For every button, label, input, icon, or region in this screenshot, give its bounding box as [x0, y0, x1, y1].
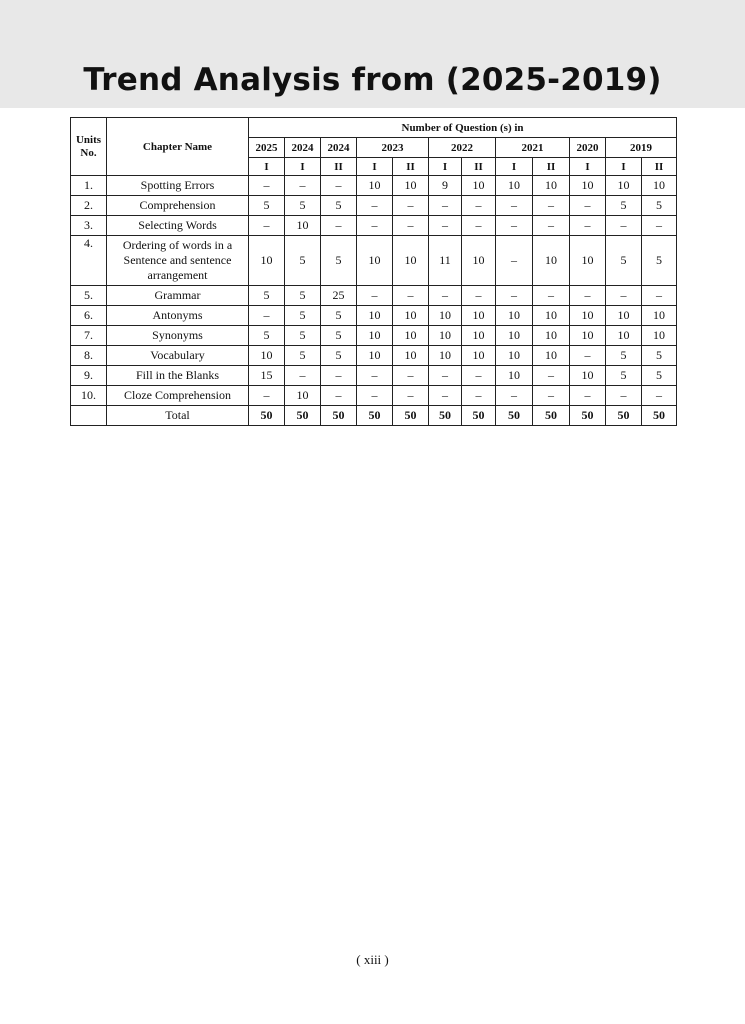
question-count: 5 — [321, 196, 357, 216]
units-header-line1: Units — [75, 133, 102, 146]
chapter-name: Synonyms — [107, 326, 249, 346]
question-count: – — [321, 216, 357, 236]
question-count: 5 — [285, 286, 321, 306]
question-count: 10 — [249, 346, 285, 366]
table-row — [71, 366, 677, 386]
question-count: – — [285, 176, 321, 196]
question-count: 25 — [321, 286, 357, 306]
year-header: 2021 — [496, 138, 570, 158]
shift-header: II — [642, 158, 677, 176]
question-count: 5 — [249, 196, 285, 216]
shift-header: II — [462, 158, 496, 176]
question-count: 10 — [533, 176, 570, 196]
chapter-name: Selecting Words — [107, 216, 249, 236]
question-count: 5 — [249, 326, 285, 346]
question-count: – — [393, 286, 429, 306]
question-count: 5 — [642, 346, 677, 366]
question-count: 10 — [533, 326, 570, 346]
total-value: 50 — [533, 406, 570, 426]
shift-header: II — [321, 158, 357, 176]
question-count: – — [321, 366, 357, 386]
total-value: 50 — [606, 406, 642, 426]
question-count: 10 — [533, 346, 570, 366]
question-count: – — [570, 286, 606, 306]
table-row — [71, 196, 677, 216]
question-count: – — [249, 306, 285, 326]
year-header: 2022 — [429, 138, 496, 158]
question-count: – — [357, 216, 393, 236]
unit-number: 3. — [71, 216, 107, 236]
question-count: – — [533, 286, 570, 306]
question-count: 10 — [570, 236, 606, 286]
year-header: 2023 — [357, 138, 429, 158]
unit-number: 9. — [71, 366, 107, 386]
question-count: 10 — [570, 366, 606, 386]
question-count: – — [642, 386, 677, 406]
question-count: 5 — [642, 196, 677, 216]
year-header: 2024 — [321, 138, 357, 158]
question-count: – — [606, 216, 642, 236]
question-count: 5 — [606, 196, 642, 216]
question-count: – — [496, 286, 533, 306]
question-count: 10 — [462, 236, 496, 286]
question-count: 10 — [357, 326, 393, 346]
question-count: 10 — [357, 236, 393, 286]
total-value: 50 — [357, 406, 393, 426]
table-row — [71, 236, 677, 286]
question-count: 10 — [496, 346, 533, 366]
chapter-name: Grammar — [107, 286, 249, 306]
question-count: – — [496, 216, 533, 236]
question-count: – — [570, 196, 606, 216]
question-count: – — [533, 196, 570, 216]
year-header: 2019 — [606, 138, 677, 158]
unit-number: 4. — [71, 236, 107, 286]
question-count: 10 — [533, 306, 570, 326]
total-value: 50 — [285, 406, 321, 426]
question-count: 5 — [606, 346, 642, 366]
shift-header: II — [393, 158, 429, 176]
unit-number: 2. — [71, 196, 107, 216]
shift-header: I — [606, 158, 642, 176]
question-count: – — [462, 386, 496, 406]
question-count: 10 — [642, 176, 677, 196]
page-number: ( xiii ) — [356, 952, 389, 967]
question-count: – — [429, 366, 462, 386]
question-count: 10 — [533, 236, 570, 286]
question-count: 10 — [606, 176, 642, 196]
shift-header: I — [249, 158, 285, 176]
question-count: 10 — [570, 306, 606, 326]
question-count: 10 — [496, 306, 533, 326]
question-count: – — [496, 236, 533, 286]
chapter-name: Antonyms — [107, 306, 249, 326]
chapter-name: Fill in the Blanks — [107, 366, 249, 386]
shift-header: I — [285, 158, 321, 176]
question-count: – — [496, 196, 533, 216]
question-count: – — [462, 196, 496, 216]
table-body — [71, 176, 677, 426]
question-count: – — [285, 366, 321, 386]
chapter-name: Comprehension — [107, 196, 249, 216]
question-count: 10 — [357, 306, 393, 326]
unit-number: 6. — [71, 306, 107, 326]
shift-header: II — [533, 158, 570, 176]
question-count: 5 — [321, 326, 357, 346]
question-count: 15 — [249, 366, 285, 386]
question-count: – — [533, 366, 570, 386]
question-count: – — [462, 216, 496, 236]
total-value: 50 — [249, 406, 285, 426]
question-count: 10 — [570, 176, 606, 196]
question-count: – — [606, 386, 642, 406]
total-value: 50 — [321, 406, 357, 426]
total-value: 50 — [393, 406, 429, 426]
question-count: 10 — [393, 326, 429, 346]
table-row — [71, 386, 677, 406]
table-row — [71, 346, 677, 366]
question-count: 10 — [429, 346, 462, 366]
question-count: – — [393, 196, 429, 216]
question-count: – — [249, 176, 285, 196]
question-count: 10 — [496, 366, 533, 386]
chapter-name: Ordering of words in a Sentence and sentence arrangement — [107, 236, 249, 286]
question-count: – — [606, 286, 642, 306]
question-count: – — [496, 386, 533, 406]
page-title: Trend Analysis from (2025-2019) — [83, 62, 662, 98]
question-count: – — [429, 216, 462, 236]
question-count: – — [533, 386, 570, 406]
total-value: 50 — [642, 406, 677, 426]
question-count: – — [357, 196, 393, 216]
question-count: 5 — [642, 236, 677, 286]
question-count: 5 — [321, 236, 357, 286]
question-count: – — [357, 366, 393, 386]
question-count: – — [462, 286, 496, 306]
question-count: – — [462, 366, 496, 386]
shift-header: I — [429, 158, 462, 176]
question-count: 10 — [462, 346, 496, 366]
question-count: – — [249, 386, 285, 406]
units-header-line2: No. — [80, 146, 97, 159]
total-value: 50 — [496, 406, 533, 426]
question-count: 5 — [285, 236, 321, 286]
question-count: – — [570, 216, 606, 236]
chapter-name: Spotting Errors — [107, 176, 249, 196]
question-count: 5 — [642, 366, 677, 386]
question-count: – — [570, 346, 606, 366]
question-count: – — [357, 286, 393, 306]
year-header: 2025 — [249, 138, 285, 158]
question-count: 5 — [285, 196, 321, 216]
question-count: 11 — [429, 236, 462, 286]
table-row — [71, 326, 677, 346]
units-header — [71, 118, 107, 176]
total-value: 50 — [570, 406, 606, 426]
question-count: 10 — [606, 326, 642, 346]
shift-header: I — [357, 158, 393, 176]
unit-number: 10. — [71, 386, 107, 406]
question-count: 5 — [285, 306, 321, 326]
total-row — [71, 406, 677, 426]
question-count: 5 — [606, 366, 642, 386]
question-count: – — [393, 216, 429, 236]
question-count: – — [321, 386, 357, 406]
question-count: – — [321, 176, 357, 196]
question-count: 10 — [429, 326, 462, 346]
question-count: 10 — [285, 216, 321, 236]
question-count: 10 — [642, 326, 677, 346]
total-label: Total — [107, 406, 249, 426]
question-count: 5 — [249, 286, 285, 306]
question-count: 10 — [462, 326, 496, 346]
unit-number: 1. — [71, 176, 107, 196]
total-value: 50 — [429, 406, 462, 426]
question-count: 10 — [249, 236, 285, 286]
question-count: 10 — [496, 176, 533, 196]
question-count: 5 — [606, 236, 642, 286]
question-count: 10 — [393, 346, 429, 366]
total-unit-blank — [71, 406, 107, 426]
question-count: 10 — [357, 346, 393, 366]
year-header: 2020 — [570, 138, 606, 158]
question-count: – — [249, 216, 285, 236]
trend-table — [70, 117, 677, 426]
question-count: – — [533, 216, 570, 236]
question-count: 10 — [496, 326, 533, 346]
table-row — [71, 176, 677, 196]
table-row — [71, 306, 677, 326]
question-count: – — [393, 366, 429, 386]
question-count: – — [429, 286, 462, 306]
question-count: 10 — [642, 306, 677, 326]
question-count: 10 — [606, 306, 642, 326]
question-count: 10 — [570, 326, 606, 346]
question-count: 10 — [393, 236, 429, 286]
question-count: – — [393, 386, 429, 406]
unit-number: 5. — [71, 286, 107, 306]
question-count: – — [429, 386, 462, 406]
question-count: 10 — [393, 306, 429, 326]
question-count: 10 — [285, 386, 321, 406]
shift-header: I — [496, 158, 533, 176]
question-count: – — [357, 386, 393, 406]
question-count: 10 — [462, 176, 496, 196]
chapter-name: Cloze Comprehension — [107, 386, 249, 406]
question-count: 5 — [321, 346, 357, 366]
question-count: 10 — [357, 176, 393, 196]
table-row — [71, 286, 677, 306]
question-count: 5 — [285, 346, 321, 366]
question-count: 5 — [321, 306, 357, 326]
group-header: Number of Question (s) in — [249, 118, 677, 138]
question-count: – — [642, 286, 677, 306]
unit-number: 7. — [71, 326, 107, 346]
question-count: – — [570, 386, 606, 406]
question-count: – — [642, 216, 677, 236]
total-value: 50 — [462, 406, 496, 426]
question-count: 10 — [393, 176, 429, 196]
question-count: 10 — [429, 306, 462, 326]
year-header: 2024 — [285, 138, 321, 158]
question-count: 9 — [429, 176, 462, 196]
chapter-header: Chapter Name — [107, 118, 249, 176]
table-row — [71, 216, 677, 236]
chapter-name: Vocabulary — [107, 346, 249, 366]
shift-header: I — [570, 158, 606, 176]
question-count: 5 — [285, 326, 321, 346]
question-count: 10 — [462, 306, 496, 326]
question-count: – — [429, 196, 462, 216]
unit-number: 8. — [71, 346, 107, 366]
